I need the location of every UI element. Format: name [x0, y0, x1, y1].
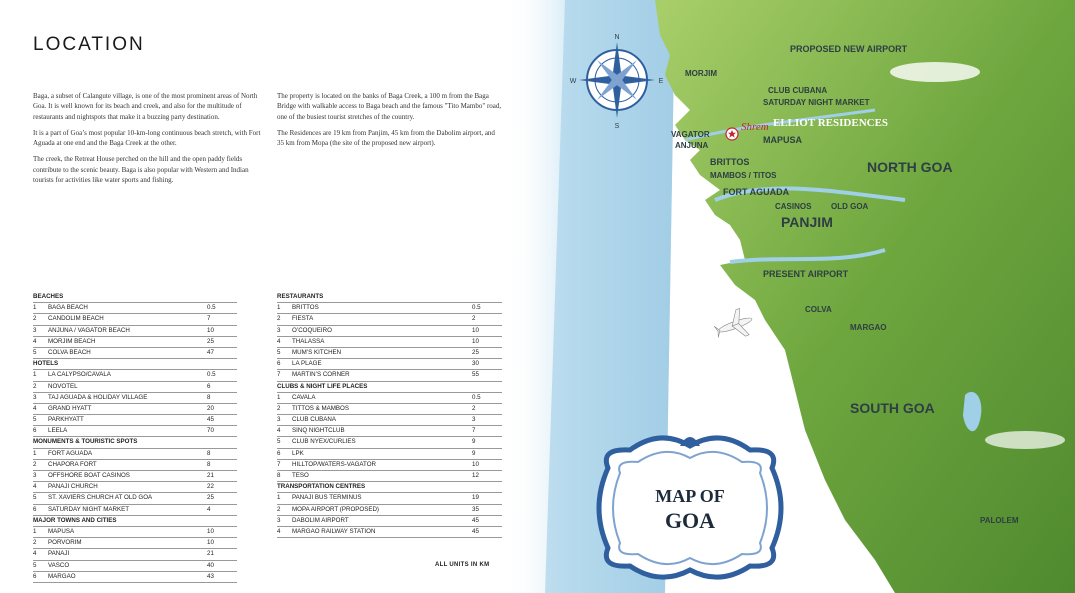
table-row: [277, 516, 502, 527]
row-distance: 47: [207, 348, 214, 356]
row-distance: 10: [207, 326, 214, 334]
row-distance: 8: [207, 460, 211, 468]
row-distance: 10: [472, 326, 479, 334]
row-distance: 19: [472, 494, 479, 502]
row-place-name: MAPUSA: [48, 527, 75, 535]
table-section-heading: MONUMENTS & TOURISTIC SPOTS: [33, 437, 237, 448]
badge-line1: MAP OF: [655, 486, 725, 506]
table-row: [33, 471, 237, 482]
row-distance: 10: [207, 539, 214, 547]
row-distance: 8: [207, 393, 211, 401]
table-row: [33, 527, 237, 538]
table-row: [277, 527, 502, 538]
row-place-name: O’COQUEIRO: [292, 326, 332, 334]
row-number: 6: [277, 449, 281, 457]
row-place-name: OFFSHORE BOAT CASINOS: [48, 472, 130, 479]
goa-map: [505, 0, 1075, 593]
row-place-name: MUM’S KITCHEN: [292, 348, 342, 356]
compass-e: E: [658, 78, 664, 85]
airplane-icon: [711, 306, 756, 345]
table-row: [277, 404, 502, 415]
table-row: [277, 449, 502, 460]
table-row: [33, 426, 237, 437]
row-distance: 6: [207, 382, 211, 390]
table-section-heading: RESTAURANTS: [277, 292, 502, 303]
table-row: [33, 370, 237, 381]
table-row: [33, 348, 237, 359]
row-distance: 45: [207, 416, 214, 424]
row-distance: 55: [472, 371, 479, 379]
row-number: 2: [277, 404, 281, 412]
row-distance: 7: [472, 427, 476, 435]
label-club-cubana: CLUB CUBANA: [768, 86, 828, 95]
row-number: 2: [33, 539, 37, 547]
table-row: [277, 460, 502, 471]
row-distance: 45: [472, 527, 479, 535]
table-row: [33, 314, 237, 325]
table-row: [277, 437, 502, 448]
row-distance: 0.5: [207, 304, 216, 312]
row-place-name: PARKHYATT: [48, 416, 84, 424]
table-section-heading: BEACHES: [33, 292, 237, 303]
row-number: 3: [277, 416, 281, 424]
row-distance: 25: [207, 337, 214, 345]
row-number: 4: [277, 337, 281, 345]
row-place-name: ANJUNA / VAGATOR BEACH: [48, 326, 130, 334]
row-distance: 30: [472, 360, 479, 368]
row-number: 1: [277, 304, 281, 312]
row-place-name: BAGA BEACH: [48, 304, 88, 312]
row-place-name: BRITTOS: [292, 304, 319, 312]
table-row: [277, 348, 502, 359]
row-number: 3: [33, 393, 37, 401]
table-row: [33, 337, 237, 348]
row-place-name: CLUB NYEX/CURLIES: [292, 438, 356, 446]
table-row: [33, 415, 237, 426]
row-place-name: MOPA AIRPORT (PROPOSED): [292, 505, 379, 513]
row-place-name: CLUB CUBANA: [292, 416, 337, 424]
table-row: [33, 460, 237, 471]
row-number: 4: [33, 483, 37, 491]
table-row: [277, 326, 502, 337]
row-number: 4: [277, 527, 281, 535]
table-row: [33, 449, 237, 460]
intro-left-column: [33, 91, 263, 191]
table-row: [33, 482, 237, 493]
label-morjim: MORJIM: [685, 69, 717, 78]
row-place-name: PORVORIM: [48, 539, 82, 547]
intro-paragraph: The property is located on the banks of Baga Creek, a 100 m from the Baga Bridge with walkable access to Baga beach and the famous "Tito Mambo" road, one of the busiest tourist stretches of the country.: [277, 92, 502, 121]
row-place-name: SINQ NIGHTCLUB: [292, 427, 345, 435]
table-row: [277, 426, 502, 437]
table-row: [277, 359, 502, 370]
table-row: [277, 415, 502, 426]
row-number: 1: [277, 393, 281, 401]
row-distance: 8: [207, 449, 211, 457]
row-place-name: PANAJI CHURCH: [48, 483, 98, 491]
table-row: [33, 303, 237, 314]
row-number: 3: [277, 516, 281, 524]
compass-n: N: [614, 34, 620, 41]
row-distance: 35: [472, 505, 479, 513]
row-place-name: CAVALA: [292, 393, 316, 401]
row-place-name: FORT AGUADA: [48, 449, 93, 457]
page-title: LOCATION: [33, 34, 145, 55]
row-distance: 20: [207, 404, 214, 412]
intro-paragraph: The creek, the Retreat House perched on the hill and the open paddy fields contribute to the scenic beauty. Baga is also popular with Western and Indian tourists for activities like water sports and fishing.: [33, 155, 249, 185]
row-distance: 9: [472, 438, 476, 446]
row-distance: 10: [472, 337, 479, 345]
label-mambos: MAMBOS / TITOS: [710, 171, 777, 180]
label-panjim: PANJIM: [781, 214, 833, 230]
row-number: 5: [33, 348, 37, 356]
label-mapusa: MAPUSA: [763, 135, 803, 145]
label-present-airport: PRESENT AIRPORT: [763, 269, 849, 279]
row-distance: 40: [207, 561, 214, 569]
table-row: [277, 370, 502, 381]
row-place-name: MARGAO: [48, 572, 76, 580]
label-margao: MARGAO: [850, 323, 887, 332]
row-place-name: GRAND HYATT: [48, 404, 92, 412]
row-place-name: SATURDAY NIGHT MARKET: [48, 505, 130, 513]
row-number: 2: [33, 315, 37, 323]
row-place-name: VASCO: [48, 561, 70, 569]
row-distance: 25: [472, 348, 479, 356]
label-palolem: PALOLEM: [980, 516, 1019, 525]
label-casinos: CASINOS: [775, 202, 812, 211]
row-distance: 4: [207, 505, 211, 513]
label-anjuna: ANJUNA: [675, 141, 709, 150]
table-row: [277, 505, 502, 516]
row-place-name: PANAJI: [48, 550, 70, 558]
row-distance: 43: [207, 572, 214, 580]
table-section-heading: CLUBS & NIGHT LIFE PLACES: [277, 382, 502, 393]
property-marker-icon: [726, 128, 738, 140]
row-distance: 7: [207, 315, 211, 323]
row-number: 5: [33, 561, 37, 569]
row-place-name: TITTOS & MAMBOS: [292, 404, 349, 412]
row-number: 4: [33, 337, 37, 345]
row-number: 2: [33, 460, 37, 468]
map-of-goa-badge: [599, 437, 781, 577]
table-section-heading: HOTELS: [33, 359, 237, 370]
row-place-name: MARTIN’S CORNER: [292, 371, 350, 379]
units-note: ALL UNITS IN KM: [435, 562, 490, 568]
row-place-name: LA PLAGE: [292, 360, 322, 368]
row-distance: 21: [207, 550, 214, 558]
table-row: [33, 538, 237, 549]
row-distance: 10: [207, 527, 214, 535]
row-number: 3: [33, 472, 37, 479]
row-number: 1: [33, 304, 37, 312]
row-number: 1: [33, 371, 37, 379]
row-place-name: PANAJI BUS TERMINUS: [292, 494, 362, 502]
row-number: 3: [33, 326, 37, 334]
label-north-goa: NORTH GOA: [867, 159, 953, 175]
row-place-name: THALASSA: [292, 337, 325, 345]
row-number: 7: [277, 371, 281, 379]
row-place-name: MORJIM BEACH: [48, 337, 96, 345]
table-row: [33, 382, 237, 393]
row-place-name: NOVOTEL: [48, 382, 78, 390]
row-place-name: LPK: [292, 449, 304, 457]
row-number: 6: [277, 360, 281, 368]
row-distance: 2: [472, 315, 476, 323]
row-distance: 9: [472, 449, 476, 457]
table-row: [277, 493, 502, 504]
row-place-name: DABOLIM AIRPORT: [292, 516, 349, 524]
row-number: 1: [277, 494, 281, 502]
row-place-name: COLVA BEACH: [48, 348, 91, 356]
label-fort-aguada: FORT AGUADA: [723, 187, 790, 197]
table-row: [277, 393, 502, 404]
row-distance: 3: [472, 416, 476, 424]
row-distance: 21: [207, 472, 214, 479]
badge-line2: GOA: [664, 508, 716, 533]
label-south-goa: SOUTH GOA: [850, 400, 935, 416]
row-number: 5: [277, 348, 281, 356]
row-distance: 12: [472, 472, 479, 479]
row-number: 7: [277, 460, 281, 468]
row-distance: 22: [207, 483, 214, 491]
compass-w: W: [569, 78, 577, 85]
row-distance: 25: [207, 494, 214, 502]
row-distance: 10: [472, 460, 479, 468]
row-number: 6: [33, 505, 37, 513]
row-number: 1: [33, 527, 37, 535]
table-row: [33, 493, 237, 504]
row-place-name: FIESTA: [292, 315, 314, 323]
table-row: [33, 572, 237, 583]
table-row: [277, 471, 502, 482]
row-number: 2: [277, 505, 281, 513]
row-number: 5: [33, 494, 37, 502]
table-row: [33, 505, 237, 516]
row-number: 1: [33, 449, 37, 457]
intro-right-column: [277, 91, 502, 154]
table-row: [33, 549, 237, 560]
row-number: 2: [33, 382, 37, 390]
row-number: 8: [277, 472, 281, 479]
row-distance: 0.5: [207, 371, 216, 379]
row-number: 3: [277, 326, 281, 334]
row-place-name: CANDOLIM BEACH: [48, 315, 104, 323]
row-number: 4: [277, 427, 281, 435]
label-vagator: VAGATOR: [671, 130, 710, 139]
distance-table-right: [277, 292, 502, 538]
row-place-name: TESO: [292, 472, 309, 479]
row-number: 4: [33, 404, 37, 412]
label-old-goa: OLD GOA: [831, 202, 869, 211]
row-place-name: TAJ AGUADA & HOLIDAY VILLAGE: [48, 393, 148, 401]
row-distance: 0.5: [472, 304, 481, 312]
row-number: 6: [33, 427, 37, 435]
row-number: 6: [33, 572, 37, 580]
label-brittos: BRITTOS: [710, 157, 750, 167]
label-shrem: Shrem: [741, 121, 769, 133]
row-distance: 0.5: [472, 393, 481, 401]
table-row: [277, 303, 502, 314]
distance-table-left: [33, 292, 237, 583]
label-saturday-market: SATURDAY NIGHT MARKET: [763, 98, 870, 107]
row-place-name: LA CALYPSO/CAVALA: [48, 371, 111, 379]
row-number: 4: [33, 550, 37, 558]
label-colva: COLVA: [805, 305, 832, 314]
intro-paragraph: The Residences are 19 km from Panjim, 45 km from the Dabolim airport, and 35 km from Mopa (the site of the proposed new airport).: [277, 128, 495, 148]
row-place-name: MARGAO RAILWAY STATION: [292, 527, 376, 535]
row-number: 2: [277, 315, 281, 323]
compass-s: S: [614, 123, 620, 130]
intro-paragraph: It is a part of Goa’s most popular 10-km-long continuous beach stretch, with Fort Aguada at one end and the Baga Creek at the other.: [33, 128, 261, 148]
table-row: [277, 314, 502, 325]
row-distance: 45: [472, 516, 479, 524]
row-number: 5: [33, 416, 37, 424]
label-elliot-residences: ELLIOT RESIDENCES: [773, 117, 889, 129]
row-distance: 70: [207, 427, 214, 435]
table-row: [33, 393, 237, 404]
table-row: [33, 561, 237, 572]
row-place-name: CHAPORA FORT: [48, 460, 97, 468]
row-number: 5: [277, 438, 281, 446]
table-row: [33, 326, 237, 337]
label-proposed-airport: PROPOSED NEW AIRPORT: [790, 44, 908, 54]
table-section-heading: MAJOR TOWNS AND CITIES: [33, 516, 237, 527]
table-section-heading: TRANSPORTATION CENTRES: [277, 482, 502, 493]
table-row: [33, 404, 237, 415]
intro-paragraph: Baga, a subset of Calangute village, is one of the most prominent areas of North Goa. It is well known for its beach and creek, and also for the multitude of restaurants and nightspots that make it a buzzing party destination.: [33, 92, 258, 121]
row-place-name: ST. XAVIERS CHURCH AT OLD GOA: [48, 494, 153, 502]
row-distance: 2: [472, 404, 476, 412]
table-row: [277, 337, 502, 348]
row-place-name: HILLTOP/WATERS-VAGATOR: [292, 460, 376, 468]
row-place-name: LEELA: [48, 427, 68, 435]
